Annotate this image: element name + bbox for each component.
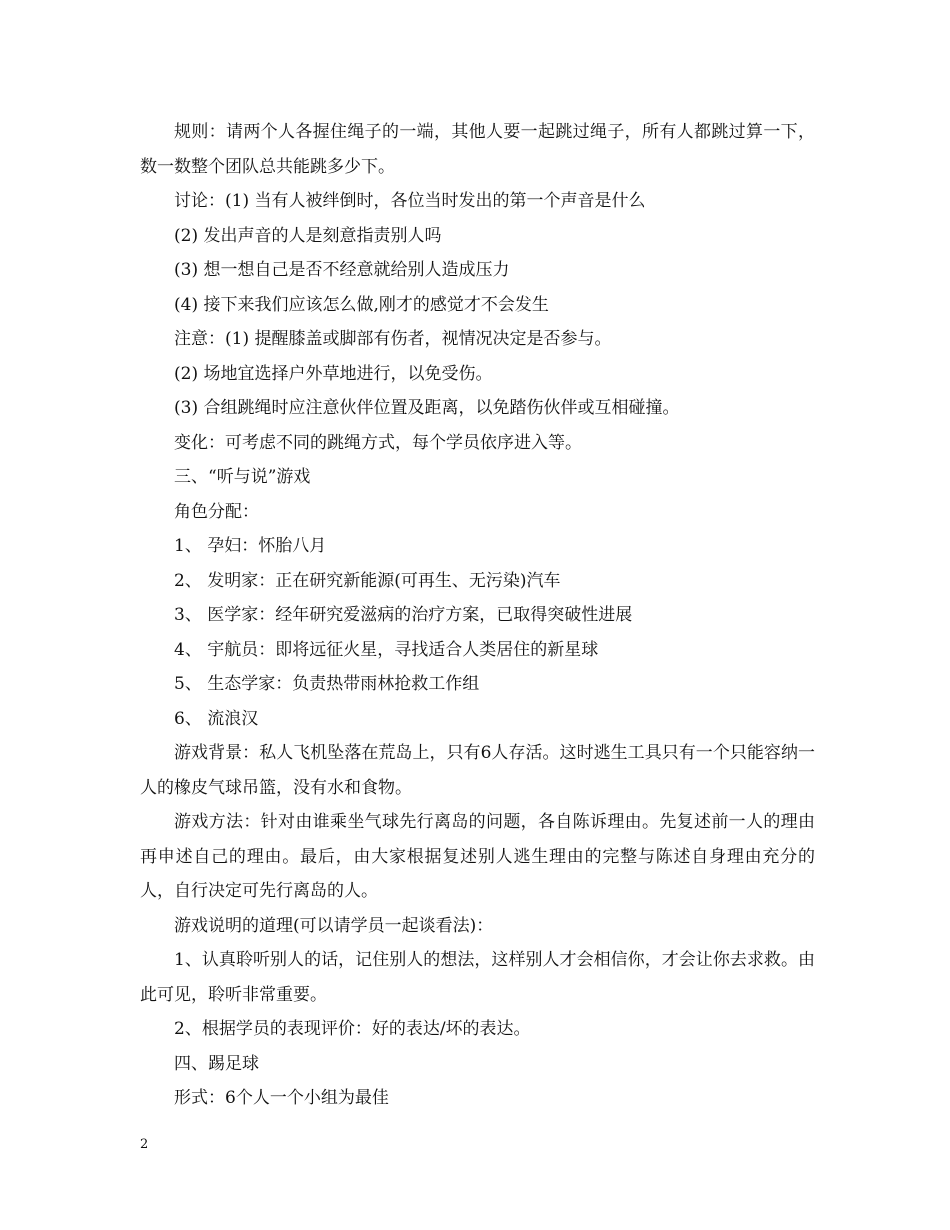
paragraph-game-method: 游戏方法：针对由谁乘坐气球先行离岛的问题，各自陈诉理由。先复述前一人的理由再申述自己的理由。最后，由大家根据复述别人逃生理由的完整与陈述自身理由充分的人，自行决定可先行离岛的人。 — [140, 812, 815, 901]
role-item-6: 6、 流浪汉 — [174, 708, 259, 729]
paragraph-discussion-2: (2) 发出声音的人是刻意指责别人吗 — [174, 225, 442, 246]
role-item-1: 1、 孕妇：怀胎八月 — [174, 536, 327, 556]
paragraph-discussion-4: (4) 接下来我们应该怎么做,刚才的感觉才不会发生 — [174, 294, 549, 315]
role-item-3: 3、 医学家：经年研究爱滋病的治疗方案，已取得突破性进展 — [174, 605, 633, 625]
paragraph-note-2: (2) 场地宜选择户外草地进行，以免受伤。 — [174, 363, 493, 384]
document-body — [140, 115, 815, 1116]
paragraph-game-background: 游戏背景：私人飞机坠落在荒岛上，只有6人存活。这时逃生工具只有一个只能容纳一人的橡皮气球吊篮，没有水和食物。 — [140, 743, 815, 798]
paragraph-format: 形式：6个人一个小组为最佳 — [174, 1088, 389, 1108]
role-item-5: 5、 生态学家：负责热带雨林抢救工作组 — [174, 674, 480, 694]
section-heading-football: 四、踢足球 — [174, 1053, 259, 1074]
role-item-4: 4、 宇航员：即将远征火星，寻找适合人类居住的新星球 — [174, 639, 599, 660]
paragraph-lesson-1: 1、认真聆听别人的话，记住别人的想法，这样别人才会相信你，才会让你去求救。由此可见，聆听非常重要。 — [140, 950, 815, 1005]
paragraph-discussion-1: 讨论：(1) 当有人被绊倒时，各位当时发出的第一个声音是什么 — [174, 191, 646, 211]
paragraph-rules: 规则：请两个人各握住绳子的一端，其他人要一起跳过绳子，所有人都跳过算一下，数一数整个团队总共能跳多少下。 — [140, 122, 815, 177]
paragraph-discussion-3: (3) 想一想自己是否不经意就给别人造成压力 — [174, 260, 510, 280]
paragraph-note-3: (3) 合组跳绳时应注意伙伴位置及距离，以免踏伤伙伴或互相碰撞。 — [174, 398, 680, 418]
paragraph-lesson-2: 2、根据学员的表现评价：好的表达/坏的表达。 — [174, 1019, 531, 1039]
page-number: 2 — [140, 1137, 149, 1152]
paragraph-game-lesson-heading: 游戏说明的道理(可以请学员一起谈看法)： — [174, 915, 494, 936]
role-item-2: 2、 发明家：正在研究新能源(可再生、无污染)汽车 — [174, 570, 561, 591]
paragraph-role-assignment: 角色分配： — [174, 501, 259, 522]
paragraph-note-1: 注意：(1) 提醒膝盖或脚部有伤者，视情况决定是否参与。 — [174, 329, 612, 349]
paragraph-variation: 变化：可考虑不同的跳绳方式，每个学员依序进入等。 — [174, 432, 582, 453]
section-heading-listen-speak: 三、“听与说”游戏 — [174, 467, 311, 487]
